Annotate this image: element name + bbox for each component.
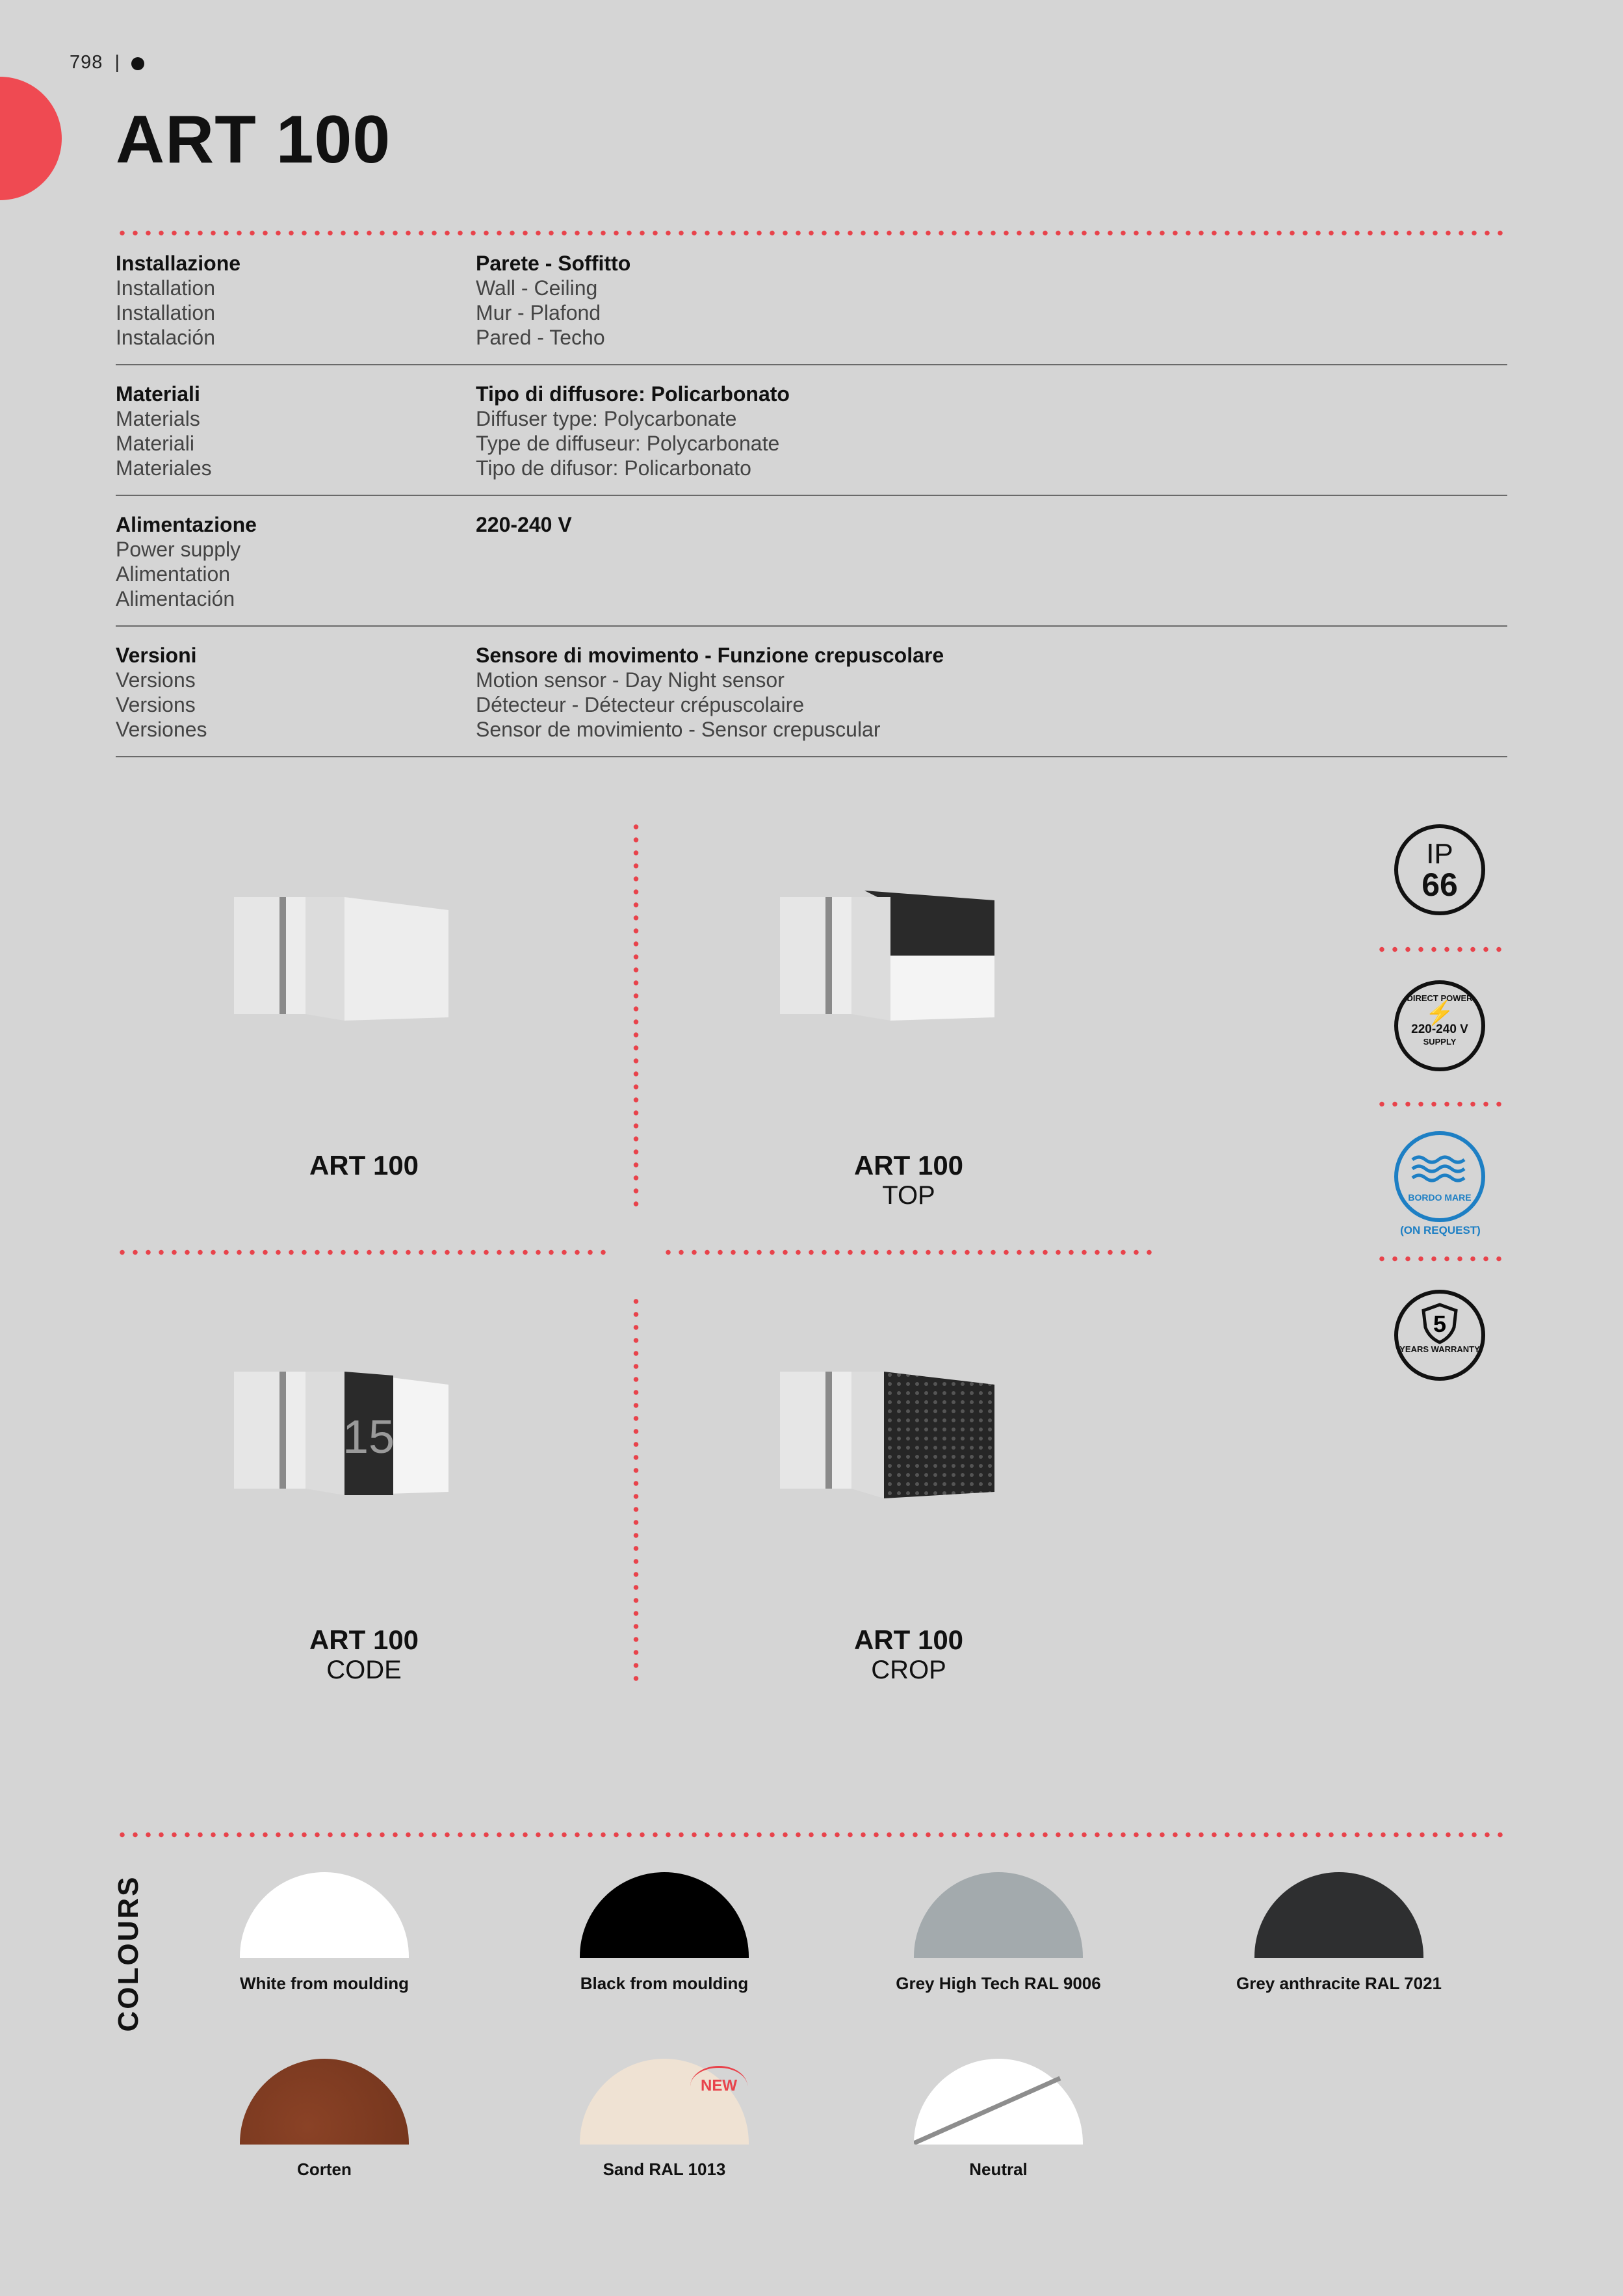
spec-row-installation [116, 251, 1507, 365]
swatch-label: Grey High Tech RAL 9006 [896, 1974, 1101, 1993]
on-request-note: (ON REQUEST) [1400, 1224, 1481, 1236]
dotted-divider [1375, 1256, 1507, 1262]
product-version: CROP [871, 1656, 946, 1684]
dotted-divider [1375, 1101, 1507, 1107]
spec-label: Installazione Installation Installation Instalación [116, 252, 241, 349]
product-name: ART 100 [853, 1150, 964, 1181]
svg-text:5: 5 [1433, 1311, 1447, 1337]
product-name: ART 100 [309, 1150, 419, 1181]
product-version: TOP [882, 1181, 935, 1210]
dotted-divider [662, 1249, 1158, 1255]
swatch-fill [580, 1872, 749, 1958]
red-tab-marker [0, 77, 62, 200]
spec-row-materials [116, 382, 1507, 496]
swatch-fill [1254, 1872, 1423, 1958]
swatch-grey-high-tech [914, 1872, 1083, 1958]
page-title: ART 100 [116, 102, 391, 177]
dotted-divider [633, 1295, 639, 1685]
product-image-art100-code [221, 1352, 494, 1521]
swatch-label: Neutral [969, 2159, 1028, 2179]
dotted-divider [116, 230, 1510, 236]
spec-value: 220-240 V [476, 513, 572, 536]
ip66-badge-icon: IP 66 [1394, 824, 1485, 915]
dotted-divider [1375, 946, 1507, 952]
spec-value: Parete - Soffitto Wall - Ceiling Mur - Plafond Pared - Techo [476, 252, 631, 349]
spec-label: Materiali Materials Materiali Materiales [116, 382, 212, 480]
swatch-label: Black from moulding [580, 1974, 749, 1993]
sea-waves-badge-icon: BORDO MARE [1394, 1131, 1485, 1222]
swatch-label: Sand RAL 1013 [603, 2159, 726, 2179]
swatch-neutral-stripe [914, 2059, 1083, 2145]
product-image-art100 [221, 878, 494, 1047]
swatch-grey-anthracite [1254, 1872, 1423, 1958]
bullet-icon [131, 57, 144, 70]
swatch-label: Corten [297, 2159, 352, 2179]
swatch-fill [914, 1872, 1083, 1958]
product-image-art100-crop [767, 1352, 1040, 1521]
product-image-art100-top [767, 878, 1040, 1047]
new-badge: NEW [690, 2066, 747, 2107]
swatch-label: White from moulding [240, 1974, 409, 1993]
dotted-divider [633, 820, 639, 1210]
spec-row-versions [116, 643, 1507, 757]
swatch-fill [240, 2059, 409, 2145]
spec-label: Versioni Versions Versions Versiones [116, 644, 207, 741]
page-number: 798 | [70, 52, 121, 73]
spec-value: Tipo di diffusore: Policarbonato Diffuser type: Polycarbonate Type de diffuseur: Polycarbonate Tipo de difusor: Policarbonato [476, 382, 790, 480]
swatch-label: Grey anthracite RAL 7021 [1236, 1974, 1442, 1993]
lightning-icon: ⚡ [1425, 999, 1455, 1026]
swatch-black [580, 1872, 749, 1958]
house-number-code: 15 [342, 1411, 395, 1463]
warranty-badge-icon: 5 YEARS WARRANTY [1394, 1290, 1485, 1381]
product-name: ART 100 [853, 1624, 964, 1655]
swatch-fill [240, 1872, 409, 1958]
shield-icon [1420, 1303, 1459, 1344]
direct-power-badge-icon: DIRECT POWER ⚡ 220-240 V SUPPLY [1394, 980, 1485, 1071]
product-version: CODE [326, 1656, 402, 1684]
colours-heading: COLOURS [112, 1875, 144, 2032]
swatch-white [240, 1872, 409, 1958]
spec-label: Alimentazione Power supply Alimentation Alimentación [116, 513, 257, 610]
spec-row-power-supply [116, 512, 1507, 627]
spec-value: Sensore di movimento - Funzione crepuscolare Motion sensor - Day Night sensor Détecteur - Détecteur crépuscolaire Sensor de movimiento - Sensor crepuscular [476, 644, 944, 741]
swatch-neutral [914, 2059, 1083, 2145]
product-name: ART 100 [309, 1624, 419, 1655]
dotted-divider [116, 1249, 612, 1255]
swatch-corten [240, 2059, 409, 2145]
dotted-divider [116, 1832, 1510, 1838]
